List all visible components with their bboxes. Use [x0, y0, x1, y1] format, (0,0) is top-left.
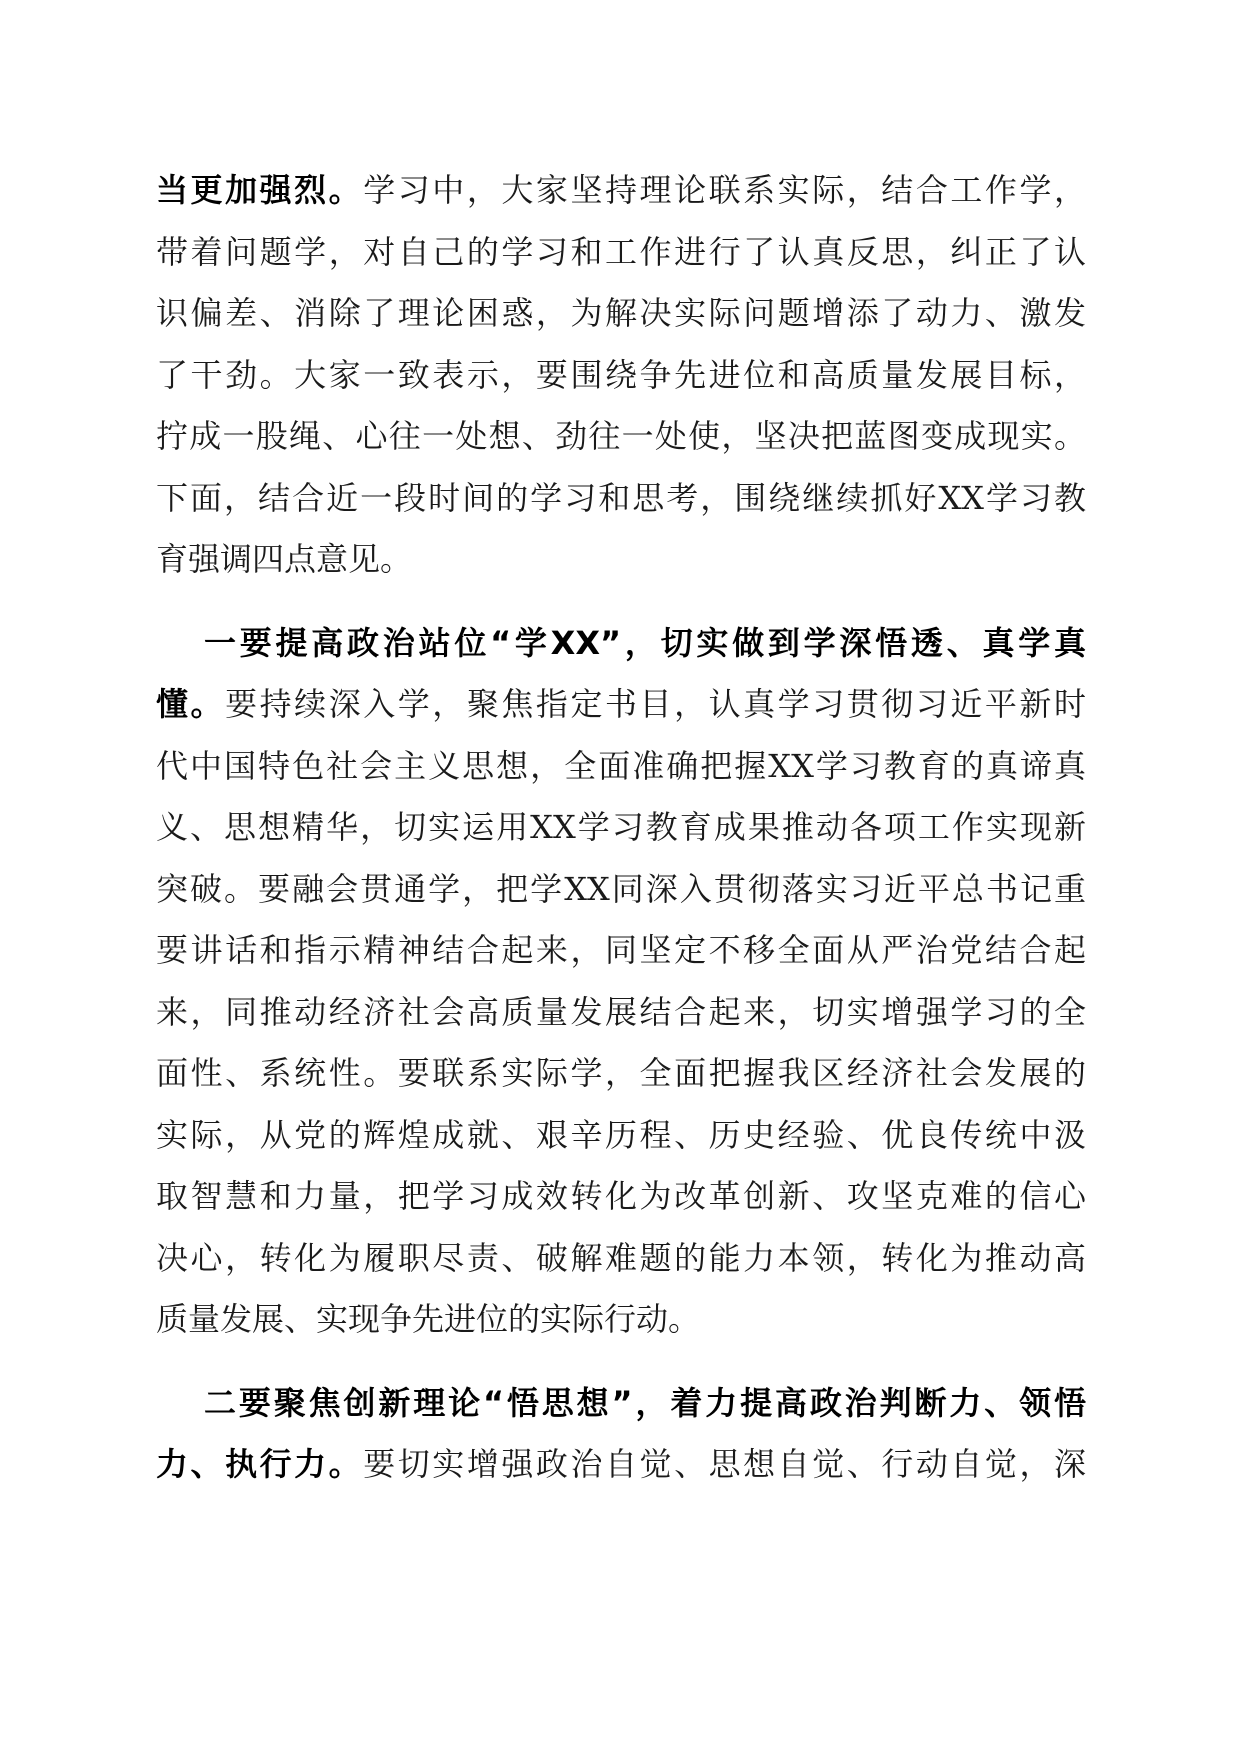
line-text: 实际，从党的辉煌成就、艰辛历程、历史经验、优良传统中汲	[156, 1115, 1086, 1154]
text-line	[156, 859, 1086, 921]
line-text: 代中国特色社会主义思想，全面准确把握XX学习教育的真谛真	[156, 746, 1086, 785]
line-text: 带着问题学，对自己的学习和工作进行了认真反思，纠正了认	[156, 232, 1086, 271]
section-heading	[156, 613, 1086, 675]
text-line	[156, 222, 1086, 284]
section-two	[156, 1373, 1086, 1496]
text-line	[156, 1043, 1086, 1105]
paragraph-gap	[156, 1351, 1086, 1373]
text-line	[156, 1434, 1086, 1496]
line-text: 质量发展、实现争先进位的实际行动。	[156, 1300, 701, 1338]
bold-lead: 二要聚焦创新理论“悟思想”，着力提高政治判断力、领悟	[204, 1383, 1086, 1422]
bold-lead: 一要提高政治站位“学XX”，切实做到学深悟透、真学真	[204, 623, 1086, 662]
paragraph-continuation	[156, 160, 1086, 591]
line-text: 决心，转化为履职尽责、破解难题的能力本领，转化为推动高	[156, 1238, 1086, 1277]
line-text: 要讲话和指示精神结合起来，同坚定不移全面从严治党结合起	[156, 931, 1086, 969]
text-line	[156, 1228, 1086, 1290]
section-one	[156, 613, 1086, 1351]
text-line	[156, 736, 1086, 798]
bold-lead: 力、执行力。	[156, 1445, 364, 1483]
text-line	[156, 529, 1086, 591]
line-text: 要持续深入学，聚焦指定书目，认真学习贯彻习近平新时	[225, 685, 1086, 723]
line-text: 学习中，大家坚持理论联系实际，结合工作学，	[363, 171, 1086, 209]
text-line	[156, 674, 1086, 736]
line-text: 识偏差、消除了理论困惑，为解决实际问题增添了动力、激发	[156, 294, 1086, 332]
line-text: 要切实增强政治自觉、思想自觉、行动自觉，深	[363, 1445, 1086, 1483]
text-line	[156, 920, 1086, 982]
line-text: 取智慧和力量，把学习成效转化为改革创新、攻坚克难的信心	[156, 1177, 1086, 1215]
line-text: 来，同推动经济社会高质量发展结合起来，切实增强学习的全	[156, 992, 1086, 1031]
text-line	[156, 1105, 1086, 1167]
text-line	[156, 797, 1086, 859]
text-line	[156, 283, 1086, 345]
text-line	[156, 1166, 1086, 1228]
text-line	[156, 982, 1086, 1044]
text-line	[156, 406, 1086, 468]
line-text: 育强调四点意见。	[156, 540, 413, 578]
text-line	[156, 345, 1086, 407]
text-line	[156, 468, 1086, 530]
text-line	[156, 160, 1086, 222]
line-text: 了干劲。大家一致表示，要围绕争先进位和高质量发展目标，	[156, 355, 1086, 394]
section-heading	[156, 1373, 1086, 1435]
line-text: 义、思想精华，切实运用XX学习教育成果推动各项工作实现新	[156, 808, 1086, 846]
text-line	[156, 1289, 1086, 1351]
document-body	[156, 160, 1086, 1496]
line-text: 面性、系统性。要联系实际学，全面把握我区经济社会发展的	[156, 1054, 1086, 1092]
line-text: 下面，结合近一段时间的学习和思考，围绕继续抓好XX学习教	[156, 478, 1086, 517]
paragraph-gap	[156, 591, 1086, 613]
bold-lead: 懂。	[156, 685, 226, 723]
line-text: 拧成一股绳、心往一处想、劲往一处使，坚决把蓝图变成现实。	[156, 417, 1086, 455]
line-text: 突破。要融会贯通学，把学XX同深入贯彻落实习近平总书记重	[156, 869, 1086, 908]
bold-lead: 当更加强烈。	[156, 171, 364, 209]
